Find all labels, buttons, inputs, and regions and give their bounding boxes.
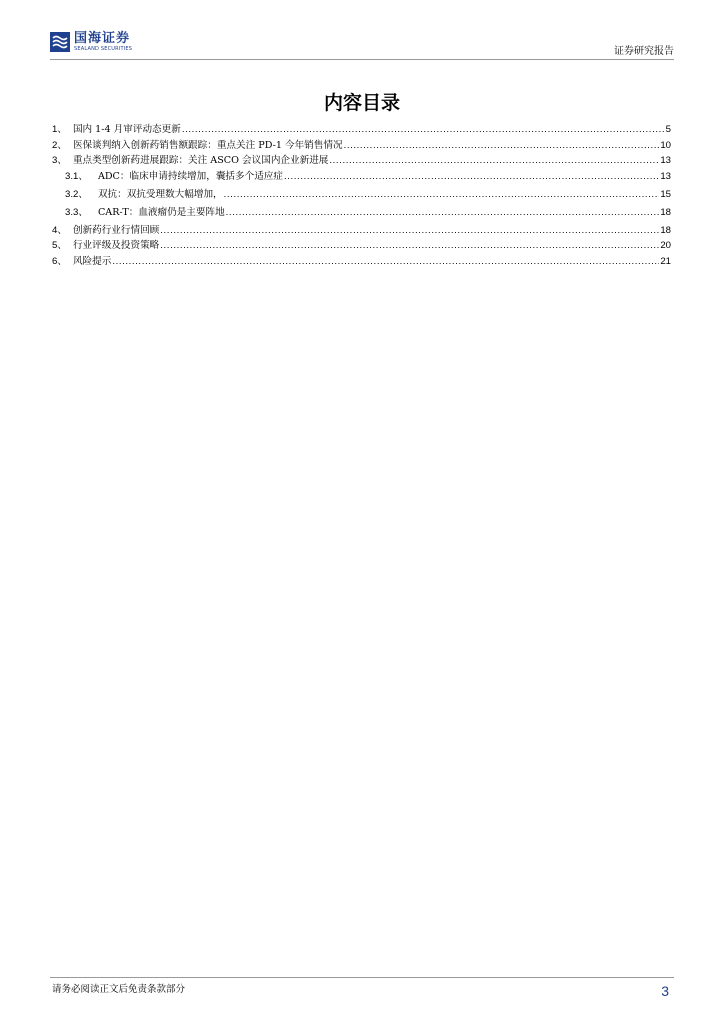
toc-dot-leader: [112, 256, 659, 267]
toc-dot-leader: [284, 171, 659, 182]
toc-dot-leader: [224, 189, 660, 200]
toc-entry[interactable]: [52, 152, 671, 168]
logo-chinese-name: 国海证券: [74, 31, 131, 46]
toc-entry[interactable]: [52, 121, 671, 137]
toc-dot-leader: [344, 140, 660, 151]
toc-entry-number: 1、: [52, 124, 67, 135]
toc-entry-page: 13: [660, 170, 671, 182]
toc-entry[interactable]: [52, 222, 671, 238]
toc-entry[interactable]: [52, 237, 671, 253]
toc-entry[interactable]: [52, 186, 671, 204]
toc-entry-page: 13: [660, 155, 671, 166]
toc-dot-leader: [160, 240, 659, 251]
report-type-label: 证券研究报告: [614, 46, 674, 57]
toc-entry-number: 2、: [52, 139, 67, 151]
toc-entry-page: 15: [660, 188, 671, 200]
toc-entry-page: 20: [660, 240, 671, 251]
toc-dot-leader: [182, 124, 665, 135]
toc-entry-page: 10: [660, 139, 671, 151]
toc-entry-title: ADC：临床申请持续增加，囊括多个适应症: [97, 170, 283, 182]
toc-entry-title: 医保谈判纳入创新药销售额跟踪：重点关注 PD-1 今年销售情况: [72, 139, 343, 151]
toc-entry[interactable]: [52, 137, 671, 153]
toc-entry-number: 3、: [52, 155, 67, 166]
toc-entry-number: 3.3、: [65, 206, 88, 218]
toc-entry-number: 3.2、: [65, 188, 88, 200]
toc-entry-title: 重点类型创新药进展跟踪：关注 ASCO 会议国内企业新进展: [72, 155, 329, 166]
table-of-contents: [52, 121, 671, 268]
logo-english-name: SEALAND SECURITIES: [74, 46, 133, 52]
toc-dot-leader: [329, 155, 659, 166]
footer-divider: [50, 977, 674, 978]
footer-disclaimer: 请务必阅读正文后免责条款部分: [52, 984, 186, 995]
page-header: [50, 30, 674, 58]
toc-entry-title: 国内 1-4 月审评动态更新: [72, 124, 181, 135]
toc-title: 内容目录: [323, 92, 400, 114]
page-number: 3: [661, 983, 669, 999]
toc-entry-page: 5: [665, 124, 671, 135]
toc-dot-leader: [226, 207, 660, 218]
company-logo: [50, 30, 132, 54]
toc-entry-page: 18: [660, 206, 671, 218]
toc-entry-title: 双抗：双抗受理数大幅增加，: [97, 188, 223, 200]
toc-entry-title: 风险提示: [72, 255, 112, 267]
toc-entry-title: 创新药行业行情回顾: [72, 224, 160, 236]
toc-entry-number: 3.1、: [65, 170, 88, 182]
sealand-logo-icon: [50, 32, 70, 52]
toc-entry-number: 5、: [52, 240, 67, 251]
toc-entry-page: 18: [660, 224, 671, 236]
toc-entry-title: CAR-T：血液瘤仍是主要阵地: [97, 206, 225, 218]
toc-entry-title: 行业评级及投资策略: [72, 240, 160, 251]
toc-entry[interactable]: [52, 168, 671, 186]
toc-entry-number: 4、: [52, 224, 67, 236]
toc-entry-number: 6、: [52, 255, 67, 267]
toc-entry[interactable]: [52, 253, 671, 269]
toc-entry[interactable]: [52, 204, 671, 222]
header-divider: [50, 59, 674, 60]
toc-entry-page: 21: [660, 255, 671, 267]
toc-dot-leader: [160, 225, 659, 236]
